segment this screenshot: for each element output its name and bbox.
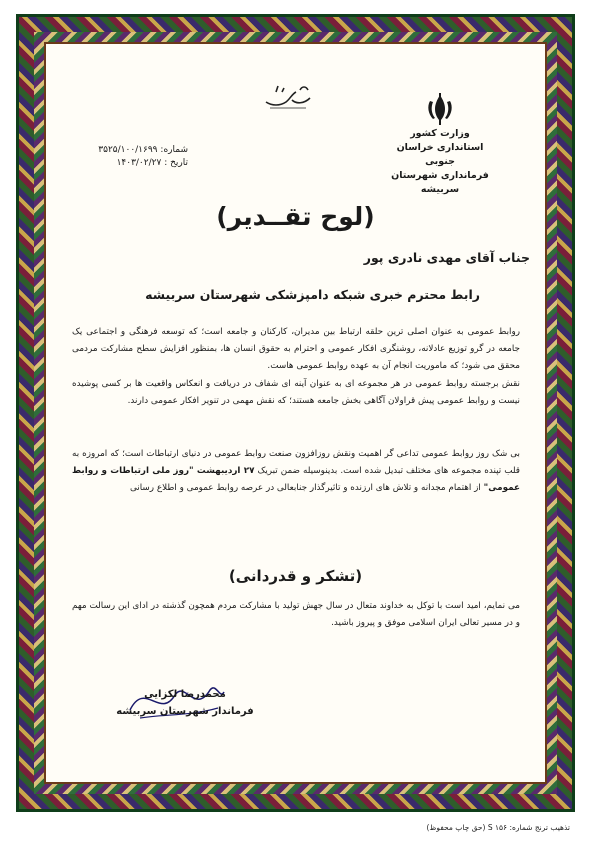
paragraph-1: روابط عمومی به عنوان اصلی ترین حلقه ارتباط بین مدیران، کارکنان و جامعه است؛ که توسعه فرهنگی و اجتماعی یک جامعه در گرو توزیع عادلانه، روشنگری افکار عمومی و احترام به حقوق انسان ها، بمنظور افزایش سطح مشارکت مردمی محقق می شود؛ که ماموریت انجام آن به عهده روابط عمومی هاست.: [72, 327, 520, 372]
date-label: تاریخ :: [164, 158, 188, 168]
number-value: ۳۵۲۵/۱۰۰/۱۶۹۹: [98, 145, 158, 155]
paragraph-2: نقش برجسته روابط عمومی در هر مجموعه ای به عنوان آینه ای شفاف در دریافت و انعکاس واقعیت ها بر کسی پوشیده نیست و روابط عمومی پیش قراولان آگاهی بخش جامعه هستند؛ که نقش مهمی در تنویر افکار عمومی دارند.: [72, 379, 520, 407]
date-value: ۱۴۰۳/۰۲/۲۷: [116, 158, 162, 168]
paragraph-3-start: بی شک روز روابط عمومی تداعی گر اهمیت ونقش روزافزون صنعت روابط عمومی در دنیای ارتباطات است؛ که امروزه به قلب تپنده مجموعه های مختلف تبدیل شده است. بدینوسیله ضمن تبریک: [72, 449, 521, 477]
signatory-block: [110, 686, 260, 720]
paragraph-4: می نمایم، امید است با توکل به خداوند متعال در سال جهش تولید با مشارکت مردم همچون گذشته در ادای این رسالت مهم و در مسیر تعالی ایران اسلامی موفق و پیروز باشید.: [72, 601, 520, 629]
organization-block: [380, 127, 500, 197]
recipient-name: جناب آقای مهدی نادری پور: [363, 250, 530, 265]
print-footer: تذهیب ترنج شماره: ۱۵۶ S (حق چاپ محفوظ): [426, 823, 570, 832]
org-county: فرمانداری شهرستان سربیشه: [391, 170, 489, 195]
number-label: شماره:: [160, 145, 188, 155]
calligraphy-mark: [262, 80, 314, 114]
org-province: استانداری خراسان جنوبی: [396, 142, 484, 167]
paragraph-3: [72, 446, 520, 498]
national-pr-day: ۲۷ اردیبهشت "روز ملی ارتباطات و روابط عمومی": [72, 466, 520, 494]
signatory-title: فرماندار شهرستان سربیشه: [116, 706, 254, 717]
thanks-heading: (تشکر و قدردانی): [228, 567, 363, 585]
letter-meta: [68, 144, 188, 170]
recipient-role: رابط محترم خبری شبکه دامپزشکی شهرستان سربیشه: [145, 287, 480, 302]
iran-emblem-icon: [423, 92, 457, 126]
org-ministry: وزارت کشور: [410, 128, 470, 139]
certificate-title: (لوح تقــدیر): [216, 202, 375, 231]
signatory-name: محمدرضا لکزایی: [144, 689, 226, 700]
paragraph-3-end: از اهتمام مجدانه و تلاش های ارزنده و تاثیرگذار جنابعالی در عرصه روابط عمومی و اطلاع رسانی: [129, 483, 481, 494]
